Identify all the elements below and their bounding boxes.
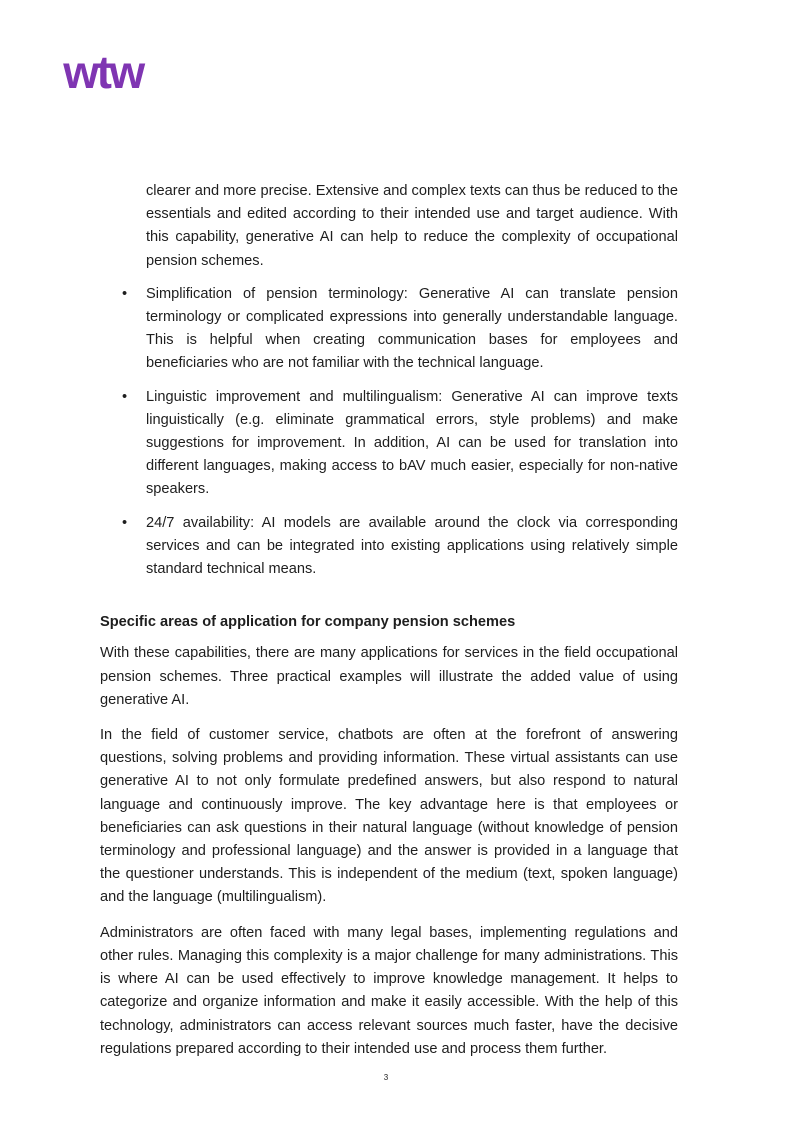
bullet-dot-icon: •	[122, 514, 128, 531]
bullet-item-multilingualism	[100, 386, 678, 502]
bullet-dot-icon: •	[122, 285, 128, 302]
capability-bullet-list	[100, 283, 678, 581]
bullet-text: Linguistic improvement and multilingualism: Generative AI can improve texts linguistically (e.g. eliminate grammatical errors, style problems) and make suggestions for improvement. In addition, AI can be used for translation into different languages, making access to bAV much easier, especially for non-native speakers.	[146, 388, 678, 498]
body-paragraph-administrators: Administrators are often faced with many legal bases, implementing regulations and other rules. Managing this complexity is a major challenge for many administrations. This is where AI can be used effectively to improve knowledge management. It helps to categorize and organize information and make it easily accessible. With the help of this technology, administrators can access relevant sources much faster, have the decisive regulations prepared according to their intended use and process them further.	[100, 924, 678, 1057]
bullet-dot-icon: •	[122, 388, 128, 405]
wtw-logo	[48, 55, 158, 91]
intro-continuation-paragraph: clearer and more precise. Extensive and complex texts can thus be reduced to the essentials and edited according to their intended use and target audience. With this capability, generative AI can help to reduce the complexity of occupational pension schemes.	[146, 183, 678, 269]
bullet-text: Simplification of pension terminology: Generative AI can translate pension terminology or complicated expressions into generally understandable language. This is helpful when creating communication bases for employees and beneficiaries who are not familiar with the technical language.	[146, 285, 678, 372]
section-heading: Specific areas of application for company pension schemes	[100, 614, 516, 631]
page-number: 3	[383, 1073, 389, 1082]
document-page	[100, 180, 678, 1061]
body-paragraph-customer-service: In the field of customer service, chatbots are often at the forefront of answering questions, solving problems and providing information. These virtual assistants can use generative AI to not only formulate predefined answers, but also respond to natural language and continuously improve. The key advantage here is that employees or beneficiaries can ask questions in their natural language (without knowledge of pension terminology and professional language) and the answer is provided in a language that the questioner understands. This is independent of the medium (text, spoken language) and the language (multilingualism).	[100, 727, 678, 906]
logo-text: wtw	[63, 55, 143, 91]
bullet-text: 24/7 availability: AI models are available around the clock via corresponding services and can be integrated into existing applications using relatively simple standard technical means.	[146, 514, 678, 578]
bullet-item-availability	[100, 512, 678, 582]
body-paragraph-intro: With these capabilities, there are many applications for services in the field occupational pension schemes. Three practical examples will illustrate the added value of using generative AI.	[100, 645, 678, 708]
bullet-item-terminology	[100, 283, 678, 376]
